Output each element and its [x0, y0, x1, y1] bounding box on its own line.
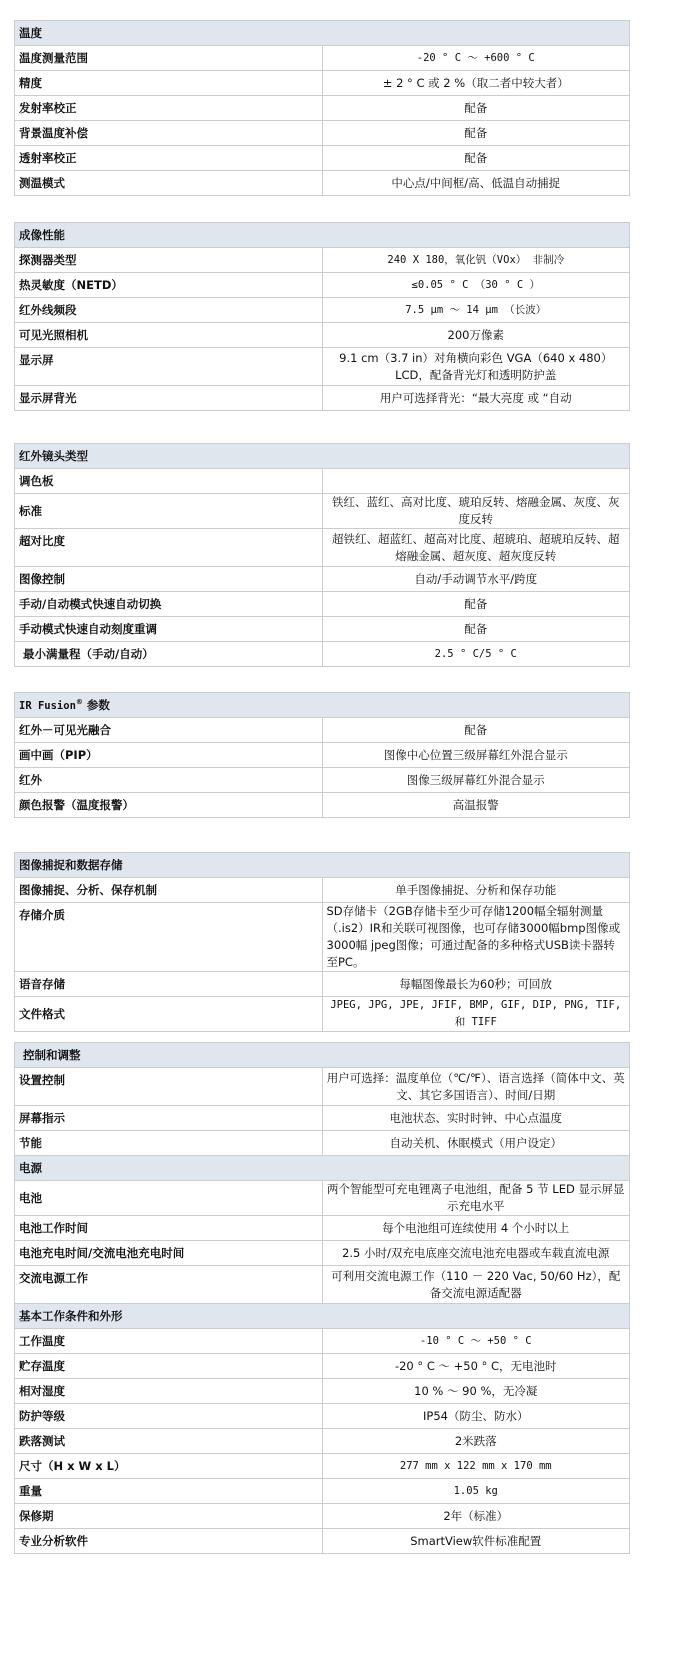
spec-key: 背景温度补偿	[15, 121, 323, 146]
spec-value: JPEG, JPG, JPE, JFIF, BMP, GIF, DIP, PNG, TIF, 和 TIFF	[322, 997, 630, 1032]
spec-key: 显示屏	[15, 348, 323, 386]
spec-value: 高温报警	[322, 793, 630, 818]
spec-value: 277 mm x 122 mm x 170 mm	[322, 1454, 630, 1479]
spec-key: 手动模式快速自动刻度重调	[15, 617, 323, 642]
spec-value: 2.5 ° C/5 ° C	[322, 642, 630, 667]
spec-row	[15, 592, 630, 617]
spec-value: -20 ° C ～ +50 ° C，无电池时	[322, 1354, 630, 1379]
spec-key: 电池工作时间	[15, 1216, 323, 1241]
spec-row	[15, 793, 630, 818]
spec-key: 超对比度	[15, 529, 323, 567]
spec-row	[15, 1181, 630, 1216]
spec-key: 电池充电时间/交流电池充电时间	[15, 1241, 323, 1266]
spec-value: 超铁红、超蓝红、超高对比度、超琥珀、超琥珀反转、超熔融金属、超灰度、超灰度反转	[322, 529, 630, 567]
section-header: 温度	[15, 21, 630, 46]
spec-key: 专业分析软件	[15, 1529, 323, 1554]
spec-value: 用户可选择：温度单位（℃/℉）、语言选择（简体中文、英文、其它多国语言）、时间/日期	[322, 1068, 630, 1106]
spec-row	[15, 494, 630, 529]
spec-row	[15, 298, 630, 323]
spec-value: 用户可选择背光：“最大亮度 或 “自动	[322, 386, 630, 411]
spec-row	[15, 1131, 630, 1156]
spec-key: 保修期	[15, 1504, 323, 1529]
spec-row	[15, 529, 630, 567]
section-header: 电源	[15, 1156, 630, 1181]
spec-row	[15, 348, 630, 386]
spec-value: 2年（标准）	[322, 1504, 630, 1529]
spec-value	[322, 469, 630, 494]
spec-row	[15, 1266, 630, 1304]
spec-row	[15, 878, 630, 903]
spec-value: 中心点/中间框/高、低温自动捕捉	[322, 171, 630, 196]
spec-row	[15, 718, 630, 743]
spec-value: ± 2 ° C 或 2 %（取二者中较大者）	[322, 71, 630, 96]
spec-value: 配备	[322, 718, 630, 743]
spec-table-ir-lens	[14, 443, 630, 667]
spec-row	[15, 248, 630, 273]
spec-row	[15, 642, 630, 667]
spec-key: 防护等级	[15, 1404, 323, 1429]
spec-value: 每幅图像最长为60秒；可回放	[322, 972, 630, 997]
spec-row	[15, 1354, 630, 1379]
spec-row	[15, 903, 630, 972]
spec-key: 文件格式	[15, 997, 323, 1032]
spec-value: 可利用交流电源工作（110 － 220 Vac, 50/60 Hz），配备交流电源适配器	[322, 1266, 630, 1304]
spec-table-imaging	[14, 222, 630, 411]
spec-key: 手动/自动模式快速自动切换	[15, 592, 323, 617]
spec-value: -20 ° C ～ +600 ° C	[322, 46, 630, 71]
spec-key: 精度	[15, 71, 323, 96]
spec-key: 存储介质	[15, 903, 323, 972]
spec-row	[15, 171, 630, 196]
spec-key: 图像控制	[15, 567, 323, 592]
spec-key: 贮存温度	[15, 1354, 323, 1379]
section-header: 成像性能	[15, 223, 630, 248]
spec-key: 标准	[15, 494, 323, 529]
section-header: 红外镜头类型	[15, 444, 630, 469]
spec-key: 透射率校正	[15, 146, 323, 171]
spec-key: 颜色报警（温度报警）	[15, 793, 323, 818]
spec-row	[15, 1504, 630, 1529]
spec-table-temperature	[14, 20, 630, 196]
spec-row	[15, 1329, 630, 1354]
spec-value: 配备	[322, 96, 630, 121]
spec-key: 测温模式	[15, 171, 323, 196]
spec-table-controls	[14, 1042, 630, 1554]
spec-row	[15, 743, 630, 768]
spec-value: 1.05 kg	[322, 1479, 630, 1504]
spec-key: 探测器类型	[15, 248, 323, 273]
spec-row	[15, 273, 630, 298]
spec-key: 语音存储	[15, 972, 323, 997]
spec-table-ir-fusion	[14, 692, 630, 818]
spec-value: 2米跌落	[322, 1429, 630, 1454]
spec-row	[15, 997, 630, 1032]
spec-value: 2.5 小时/双充电底座交流电池充电器或车载直流电源	[322, 1241, 630, 1266]
spec-value: 自动/手动调节水平/跨度	[322, 567, 630, 592]
spec-row	[15, 1404, 630, 1429]
spec-row	[15, 1241, 630, 1266]
spec-row	[15, 972, 630, 997]
spec-value: 配备	[322, 617, 630, 642]
spec-key: 可见光照相机	[15, 323, 323, 348]
spec-row	[15, 96, 630, 121]
spec-key: 调色板	[15, 469, 323, 494]
section-header: 基本工作条件和外形	[15, 1304, 630, 1329]
spec-value: ≤0.05 ° C （30 ° C ）	[322, 273, 630, 298]
spec-value: SD存储卡（2GB存储卡至少可存储1200幅全辐射测量（.is2）IR和关联可视图像，也可存储3000幅bmp图像或3000幅 jpeg图像；可通过配备的多种格式USB读卡器转至PC。	[322, 903, 630, 972]
spec-key: 画中画（PIP）	[15, 743, 323, 768]
spec-key: 温度测量范围	[15, 46, 323, 71]
spec-row	[15, 386, 630, 411]
spec-table-storage	[14, 852, 630, 1032]
section-header-brand: IR Fusion	[19, 700, 76, 712]
spec-key: 红外	[15, 768, 323, 793]
spec-row	[15, 617, 630, 642]
section-header: 控制和调整	[15, 1043, 630, 1068]
spec-key: 跌落测试	[15, 1429, 323, 1454]
spec-key: 红外线频段	[15, 298, 323, 323]
spec-key: 重量	[15, 1479, 323, 1504]
spec-row	[15, 1106, 630, 1131]
spec-value: 配备	[322, 592, 630, 617]
spec-key: 发射率校正	[15, 96, 323, 121]
spec-row	[15, 1479, 630, 1504]
spec-row	[15, 567, 630, 592]
spec-value: SmartView软件标准配置	[322, 1529, 630, 1554]
spec-value: 200万像素	[322, 323, 630, 348]
spec-key: 相对湿度	[15, 1379, 323, 1404]
spec-value: 单手图像捕捉、分析和保存功能	[322, 878, 630, 903]
spec-value: 配备	[322, 146, 630, 171]
spec-value: -10 ° C ～ +50 ° C	[322, 1329, 630, 1354]
spec-key: 尺寸（H x W x L）	[15, 1454, 323, 1479]
section-header-suffix: 参数	[82, 698, 110, 712]
spec-row	[15, 469, 630, 494]
spec-value: 10 % ～ 90 %，无冷凝	[322, 1379, 630, 1404]
spec-key: 设置控制	[15, 1068, 323, 1106]
spec-row	[15, 1454, 630, 1479]
spec-value: 自动关机、休眠模式（用户设定）	[322, 1131, 630, 1156]
spec-key: 热灵敏度（NETD）	[15, 273, 323, 298]
spec-value: IP54（防尘、防水）	[322, 1404, 630, 1429]
spec-value: 每个电池组可连续使用 4 个小时以上	[322, 1216, 630, 1241]
spec-row	[15, 1379, 630, 1404]
spec-value: 两个智能型可充电锂离子电池组，配备 5 节 LED 显示屏显示充电水平	[322, 1181, 630, 1216]
spec-row	[15, 1529, 630, 1554]
spec-value: 9.1 cm（3.7 in）对角横向彩色 VGA（640 x 480）LCD，配备背光灯和透明防护盖	[322, 348, 630, 386]
section-header	[15, 693, 630, 718]
spec-row	[15, 768, 630, 793]
spec-value: 配备	[322, 121, 630, 146]
spec-value: 电池状态、实时时钟、中心点温度	[322, 1106, 630, 1131]
spec-row	[15, 146, 630, 171]
spec-row	[15, 323, 630, 348]
spec-key: 图像捕捉、分析、保存机制	[15, 878, 323, 903]
registered-mark: ®	[75, 698, 83, 707]
spec-key: 最小满量程（手动/自动）	[15, 642, 323, 667]
spec-value: 7.5 μm ～ 14 μm （长波）	[322, 298, 630, 323]
spec-value: 图像中心位置三级屏幕红外混合显示	[322, 743, 630, 768]
spec-key: 节能	[15, 1131, 323, 1156]
spec-key: 显示屏背光	[15, 386, 323, 411]
spec-value: 图像三级屏幕红外混合显示	[322, 768, 630, 793]
section-header: 图像捕捉和数据存储	[15, 853, 630, 878]
spec-row	[15, 71, 630, 96]
spec-row	[15, 1068, 630, 1106]
spec-row	[15, 1216, 630, 1241]
spec-value: 240 X 180，氧化钒（VOx） 非制冷	[322, 248, 630, 273]
spec-row	[15, 46, 630, 71]
spec-key: 交流电源工作	[15, 1266, 323, 1304]
spec-row	[15, 1429, 630, 1454]
spec-key: 工作温度	[15, 1329, 323, 1354]
spec-value: 铁红、蓝红、高对比度、琥珀反转、熔融金属、灰度、灰度反转	[322, 494, 630, 529]
spec-key: 红外－可见光融合	[15, 718, 323, 743]
spec-key: 屏幕指示	[15, 1106, 323, 1131]
spec-row	[15, 121, 630, 146]
spec-key: 电池	[15, 1181, 323, 1216]
